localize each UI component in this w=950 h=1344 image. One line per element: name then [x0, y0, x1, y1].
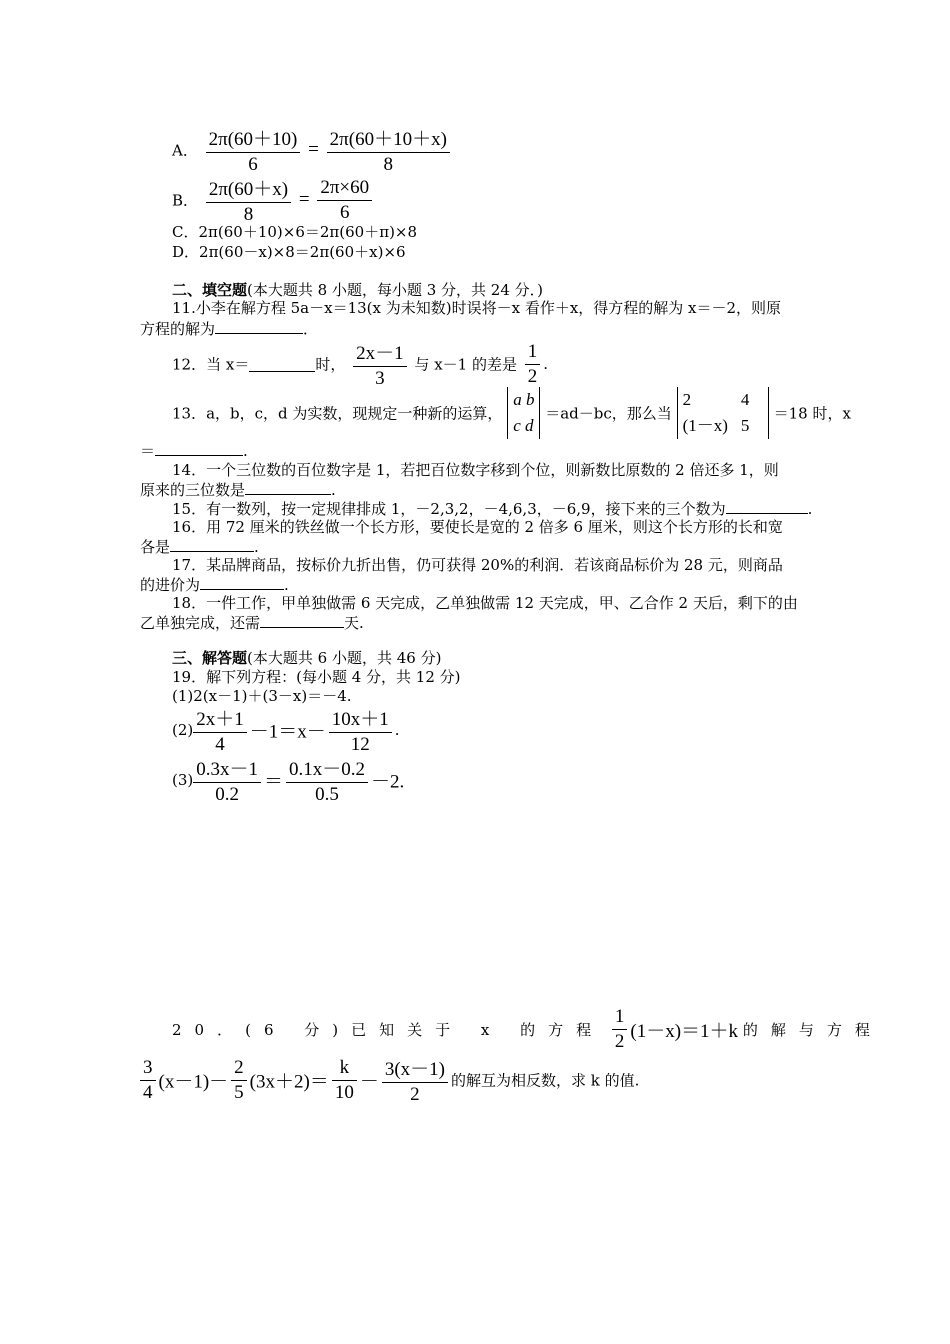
question-17-cont: 的进价为 .: [140, 576, 289, 594]
fraction: $\frac{0.1x-0.2}{0.5}$: [286, 754, 368, 806]
answer-blank[interactable]: [170, 536, 254, 552]
question-19-1: (1)2(x－1)＋(3－x)＝－4.: [172, 687, 352, 705]
answer-blank[interactable]: [155, 440, 243, 456]
question-20-cont: $\frac{3}{4}$ (x－1)－ $\frac{2}{5}$ (3x＋2)＝ $\frac{k}{10}$ － $\frac{3(x-1)}{2}$ 的解互为相反数，求 k 的值.: [140, 1054, 639, 1106]
fraction: $\frac{3(x-1)}{2}$: [382, 1054, 448, 1106]
fraction: $\frac{2\pi\times 60}{6}$: [317, 177, 372, 224]
question-17: 17．某品牌商品，按标价九折出售，仍可获得 20%的利润．若该商品标价为 28 元，则商品: [172, 556, 783, 574]
fraction: $\frac{3}{4}$: [140, 1057, 156, 1104]
fraction: $\frac{k}{10}$: [332, 1057, 357, 1104]
option-a: A． $\frac{2\pi(60+10)}{6}$ = $\frac{2\pi(60+10+x)}{8}$: [172, 124, 453, 176]
answer-blank[interactable]: [200, 574, 284, 590]
fraction: $\frac{2x+1}{4}$: [193, 704, 247, 756]
fraction: $\frac{2}{5}$: [231, 1057, 247, 1104]
fraction: $\frac{2\pi(60+x)}{8}$: [206, 174, 291, 226]
section-3-heading: 三、解答题(本大题共 6 小题，共 46 分): [172, 649, 442, 667]
question-13-cont: ＝ .: [140, 442, 248, 460]
question-20: 20．(6 分)已知关于 x 的方程 $\frac{1}{2}$ (1－x)＝1＋k 的解与方程: [172, 1006, 883, 1052]
fraction: $\frac{1}{2}$: [612, 1006, 628, 1053]
option-b: B． $\frac{2\pi(60+x)}{8}$ = $\frac{2\pi\times 60}{6}$: [172, 174, 375, 226]
fraction: $\frac{1}{2}$: [525, 341, 541, 388]
fraction: $\frac{2\pi(60+10+x)}{8}$: [327, 124, 450, 176]
fraction: $\frac{10x+1}{12}$: [329, 704, 392, 756]
answer-blank[interactable]: [245, 479, 331, 495]
question-16-cont: 各是 .: [140, 538, 259, 556]
question-14: 14．一个三位数的百位数字是 1，若把百位数字移到个位，则新数比原数的 2 倍还多 1，则: [172, 461, 779, 479]
question-19-2: (2) $\frac{2x+1}{4}$ －1＝x－ $\frac{10x+1}{12}$ .: [172, 704, 400, 756]
option-d: D．2π(60－x)×8＝2π(60＋x)×6: [172, 243, 406, 261]
question-16: 16．用 72 厘米的铁丝做一个长方形，要使长是宽的 2 倍多 6 厘米，则这个长方形的长和宽: [172, 518, 783, 536]
option-label: B．: [172, 191, 199, 210]
question-11-cont: 方程的解为 ．: [140, 320, 319, 338]
determinant-numeric: 2 4 (1－x) 5: [677, 387, 769, 439]
question-19-3: (3) $\frac{0.3x-1}{0.2}$ ＝ $\frac{0.1x-0.2}{0.5}$ －2.: [172, 754, 404, 806]
question-18: 18．一件工作，甲单独做需 6 天完成，乙单独做需 12 天完成，甲、乙合作 2 天后，剩下的由: [172, 594, 798, 612]
question-19: 19．解下列方程：(每小题 4 分，共 12 分): [172, 668, 461, 686]
fraction: $\frac{0.3x-1}{0.2}$: [193, 754, 261, 806]
question-15: 15．有一数列，按一定规律排成 1，－2,3,2，－4,6,3，－6,9，接下来的三个数为 .: [172, 500, 813, 518]
fraction: $\frac{2x-1}{3}$: [353, 338, 407, 390]
question-13: 13．a，b，c，d 为实数，现规定一种新的运算， a b c d ＝ad－bc，那么当 2 4 (1－x) 5 ＝18 时，x: [172, 387, 851, 439]
question-12: 12．当 x＝ 时， $\frac{2x-1}{3}$ 与 x－1 的差是 $\frac{1}{2}$ .: [172, 338, 548, 390]
determinant-abcd: a b c d: [507, 387, 540, 439]
answer-blank[interactable]: [215, 318, 303, 334]
answer-blank[interactable]: [726, 498, 808, 514]
question-11: 11.小李在解方程 5a－x＝13(x 为未知数)时误将－x 看作＋x，得方程的解为 x＝－2，则原: [172, 299, 782, 317]
question-14-cont: 原来的三位数是 .: [140, 481, 336, 499]
question-18-cont: 乙单独完成，还需 天.: [140, 614, 364, 632]
section-2-heading: 二、填空题(本大题共 8 小题，每小题 3 分，共 24 分．): [172, 281, 544, 299]
answer-blank[interactable]: [260, 612, 344, 628]
fraction: $\frac{2\pi(60+10)}{6}$: [206, 124, 301, 176]
option-c: C．2π(60＋10)×6＝2π(60＋π)×8: [172, 223, 418, 241]
answer-blank[interactable]: [249, 356, 315, 372]
option-label: A．: [172, 141, 198, 160]
